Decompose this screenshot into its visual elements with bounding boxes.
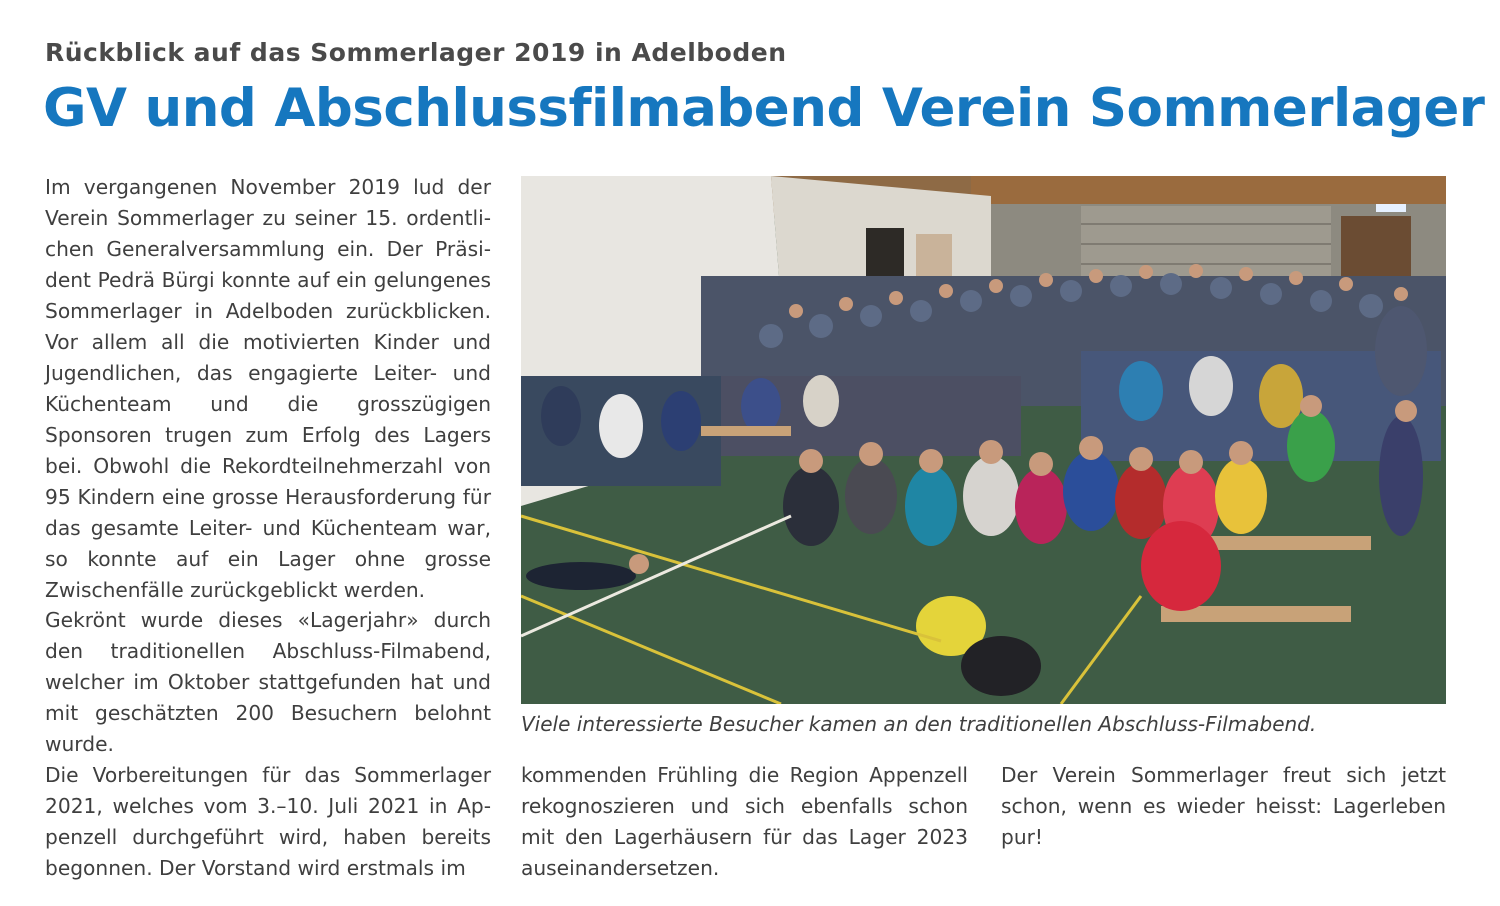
article-photo — [521, 176, 1446, 704]
photo-caption: Viele interessierte Besucher kamen an den traditionellen Abschluss-Filmabend. — [521, 712, 1317, 736]
body-paragraph-3: Die Vorbereitungen für das Sommerlager 2021, welches vom 3.–10. Juli 2021 in Appenzell durchgeführt wird, haben bereits begonnen. Der Vorstand wird erstmals im — [45, 763, 491, 880]
body-paragraph-5: Der Verein Sommerlager freut sich jetzt schon, wenn es wieder heisst: Lagerleben pur! — [1001, 763, 1446, 849]
article-headline: GV und Abschlussfilmabend Verein Sommerlager — [43, 78, 1485, 139]
body-paragraph-4: kommenden Frühling die Region Appenzell rekognoszieren und sich ebenfalls schon mit den Lagerhäusern für das Lager 2023 auseinandersetzen. — [521, 763, 968, 880]
body-paragraph-1: Im vergangenen November 2019 lud der Verein Sommerlager zu seiner 15. ordentlichen Generalversammlung ein. Der Präsident Pedrä Bürgi konnte auf ein gelungenes Sommerlager in Adelboden zurückblicken. Vor allem all die motivierten Kinder und Jugendlichen, das engagierte Leiter- und Küchenteam und die grosszügigen Sponsoren trugen zum Erfolg des Lagers bei. Obwohl die Rekordteilnehmerzahl von 95 Kindern eine grosse Herausforderung für das gesamte Leiter- und Küchenteam war, so konnte auf ein Lager ohne grosse Zwischenfälle zurückgeblickt werden. — [45, 175, 491, 602]
article-kicker: Rückblick auf das Sommerlager 2019 in Adelboden — [45, 38, 787, 67]
body-paragraph-2: Gekrönt wurde dieses «Lagerjahr» durch den traditionellen Abschluss-Filmabend, welcher im Oktober stattgefunden hat und mit geschätzten 200 Besuchern belohnt wurde. — [45, 608, 491, 756]
